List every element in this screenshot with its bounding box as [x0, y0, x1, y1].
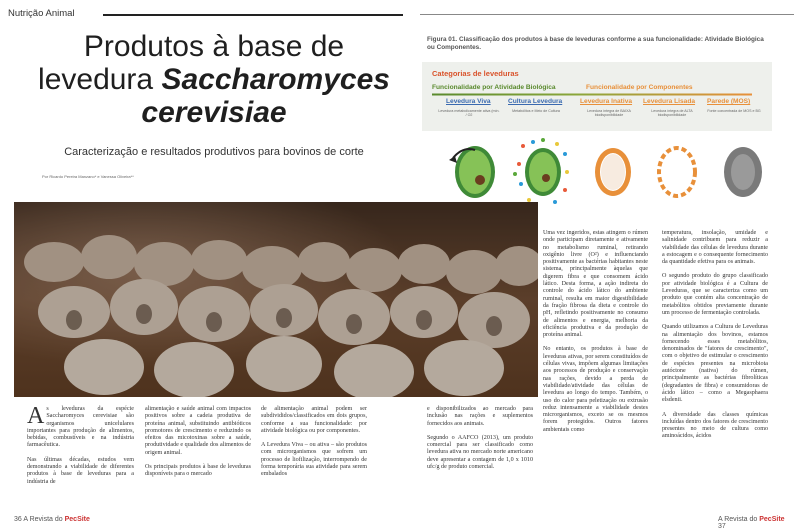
col5-paragraph-2: No entanto, os produtos à base de leveduras ativas, por serem constituídos de células vivas, impõem algumas limitações aos processos de produção e conservação nas rações, devido a perda de viabilidade/atividade das células de levedura ao longo do tempo. Também, o uso do calor para peletização ou extrusão reduz intensamente a viabilidade destes microrganismos, exceto se os mesmos forem protegidos. Outros fatores ambientais como	[543, 346, 648, 433]
section-label: Nutrição Animal	[8, 8, 75, 19]
title-line-2	[14, 63, 414, 96]
title-line-1: Produtos à base de	[83, 30, 345, 63]
inactive-yeast-icon	[595, 148, 631, 196]
col2-paragraph-1: alimentação e saúde animal com impactos positivos sobre a cadeia produtiva de proteína animal, substituindo antibióticos promotores de crescimento e reduzindo os efeitos das micotoxinas sobre a saúde, produtividade e qualidade dos alimentos de origem animal.	[145, 406, 251, 456]
col5-paragraph-1: Uma vez ingeridos, estas atingem o rúmen onde participam diretamente e ativamente no metabolismo ruminal, retirando oxigênio livre (O²) e influenciando positivamente as bactérias habitantes neste sistema, principalmente àquelas que digerem fibra e que consomem ácido lático. Desta forma, a ação indireta do controle do ácido lático do ambiente ruminal, resulta em maior digestibilidade da fração fibrosa da dieta e controle do pH, refletindo positivamente no consumo de alimentos e energia, melhoria da eficiência produtiva e da produção de proteína animal.	[543, 230, 648, 339]
col2-paragraph-2: Os principais produtos à base de leveduras disponíveis para o mercado	[145, 464, 251, 478]
body-column-1	[27, 403, 134, 493]
figure-arrow	[432, 93, 752, 96]
body-column-6	[662, 230, 768, 448]
body-column-3	[261, 406, 367, 486]
section-rule	[103, 14, 403, 16]
lysed-yeast-icon	[659, 148, 695, 196]
title-line-2-plain: levedura	[38, 63, 162, 96]
article-subtitle: Caracterização e resultados produtivos para bovinos de corte	[64, 146, 364, 158]
drop-cap: A	[27, 403, 45, 429]
article-title	[14, 30, 414, 129]
cell-wall-icon	[724, 147, 762, 197]
magazine-brand-left: PecSite	[64, 516, 90, 523]
col6-paragraph-4: A diversidade das classes químicas incluídas dentro dos fatores de crescimento presentes no meio de cultura como aminoácidos, ácidos	[662, 411, 768, 440]
figure-desc-1: Metabólitos e Meio de Cultura	[512, 109, 560, 113]
body-column-5	[543, 230, 648, 441]
footer-right	[718, 516, 794, 530]
col1-paragraph-2: Nas últimas décadas, estudos vem demonstrando a viabilidade de diferentes produtos à base de leveduras para a indústria de	[27, 456, 134, 485]
figure-box-title: Categorias de leveduras	[432, 69, 519, 78]
figure-desc-2: Levedura íntegra de BAIXA biodisponibilidade	[587, 109, 631, 118]
section-rule-right	[420, 14, 794, 15]
figure-category-2: Levedura Inativa	[580, 98, 633, 105]
figure-category-1: Cultura Levedura	[508, 98, 563, 105]
figure-category-0: Levedura Viva	[446, 98, 491, 105]
article-byline: Por Ricardo Pereira Manzano* e Vanessa Oliveira**	[42, 174, 134, 179]
yeast-cells-illustration	[445, 138, 775, 208]
magazine-name-right: A Revista do	[718, 516, 760, 523]
body-column-2	[145, 406, 251, 486]
page-number-left: 36	[14, 516, 22, 523]
footer-left	[14, 516, 90, 523]
title-line-3: cerevisiae	[141, 96, 287, 129]
col6-paragraph-2: O segundo produto do grupo classificado por atividade biológica é a Cultura de Leveduras, que se caracteriza como um produto que contém alta concentração de metabólitos obtidos previamente durante um processo de fermentação controlada.	[662, 273, 768, 316]
yeast-culture-icon	[513, 138, 569, 204]
col6-paragraph-1: temperatura, insolação, umidade e salinidade contribuem para reduzir a viabilidade das células de levedura durante a estocagem e o consequente fornecimento da quantidade efetiva para os animais.	[662, 230, 768, 266]
col6-paragraph-3: Quando utilizamos a Cultura de Leveduras na alimentação dos bovinos, estamos fornecendo esses metabólitos, denominados de "fatores de crescimento", com o objetivo de estimular o crescimento de espécies presentes na microbiota autóctone (nativa) do rúmen, principalmente as bactérias fibrolíticas (degradantes de fibra) e consumidoras de ácido lático – como a Megasphaera elsdenii.	[662, 324, 768, 404]
live-yeast-icon	[449, 146, 495, 198]
magazine-brand-right: PecSite	[759, 516, 785, 523]
figure-desc-4: Fonte concentrada de MOS e BG	[707, 109, 761, 113]
cattle-photo	[14, 202, 538, 397]
page-number-right: 37	[718, 523, 726, 530]
figure-desc-0: Levedura metabolicamente ativa (mín. / O2	[438, 109, 500, 118]
magazine-name-left: A Revista do	[23, 516, 65, 523]
col4-paragraph-1: e disponibilizados ao mercado para inclusão nas rações e suplementos fornecidos aos animais.	[427, 406, 533, 427]
title-line-2-italic: Saccharomyces	[161, 63, 390, 96]
figure-group-components: Funcionalidade por Componentes	[586, 84, 693, 91]
col1-paragraph-1: s leveduras da espécie Saccharomyces cerevisiae são organismos unicelulares importantes para produção de alimentos, bebidas, combustíveis e na indústria farmacêutica.	[27, 406, 134, 449]
col3-paragraph-2: A Levedura Viva – ou ativa – são produtos com microrganismos que sofrem um processo de liofilização, interrompendo de forma temporária sua atividade para serem embalados	[261, 442, 367, 478]
col4-paragraph-2: Segundo o AAFCO (2013), um produto comercial para ser classificado como levedura ativa no mercado norte americano deve apresentar a contagem de 1,0 x 1010 ufc/g de produto comercial.	[427, 434, 533, 471]
body-column-4	[427, 406, 533, 478]
figure-category-3: Levedura Lisada	[643, 98, 696, 105]
figure-category-4: Parede (MOS)	[707, 98, 751, 105]
col3-paragraph-1: de alimentação animal podem ser subdivididos/classificados em dois grupos, conforme a sua funcionalidade: por atividade biológica ou por componentes.	[261, 406, 367, 434]
figure-group-biological: Funcionalidade por Atividade Biológica	[432, 84, 556, 91]
figure-desc-3: Levedura íntegra de ALTA biodisponibilidade	[651, 109, 693, 118]
figure-caption: Figura 01. Classificação dos produtos à base de leveduras conforme a sua funcionalidade: Atividade Biológica ou Componentes.	[427, 36, 764, 51]
